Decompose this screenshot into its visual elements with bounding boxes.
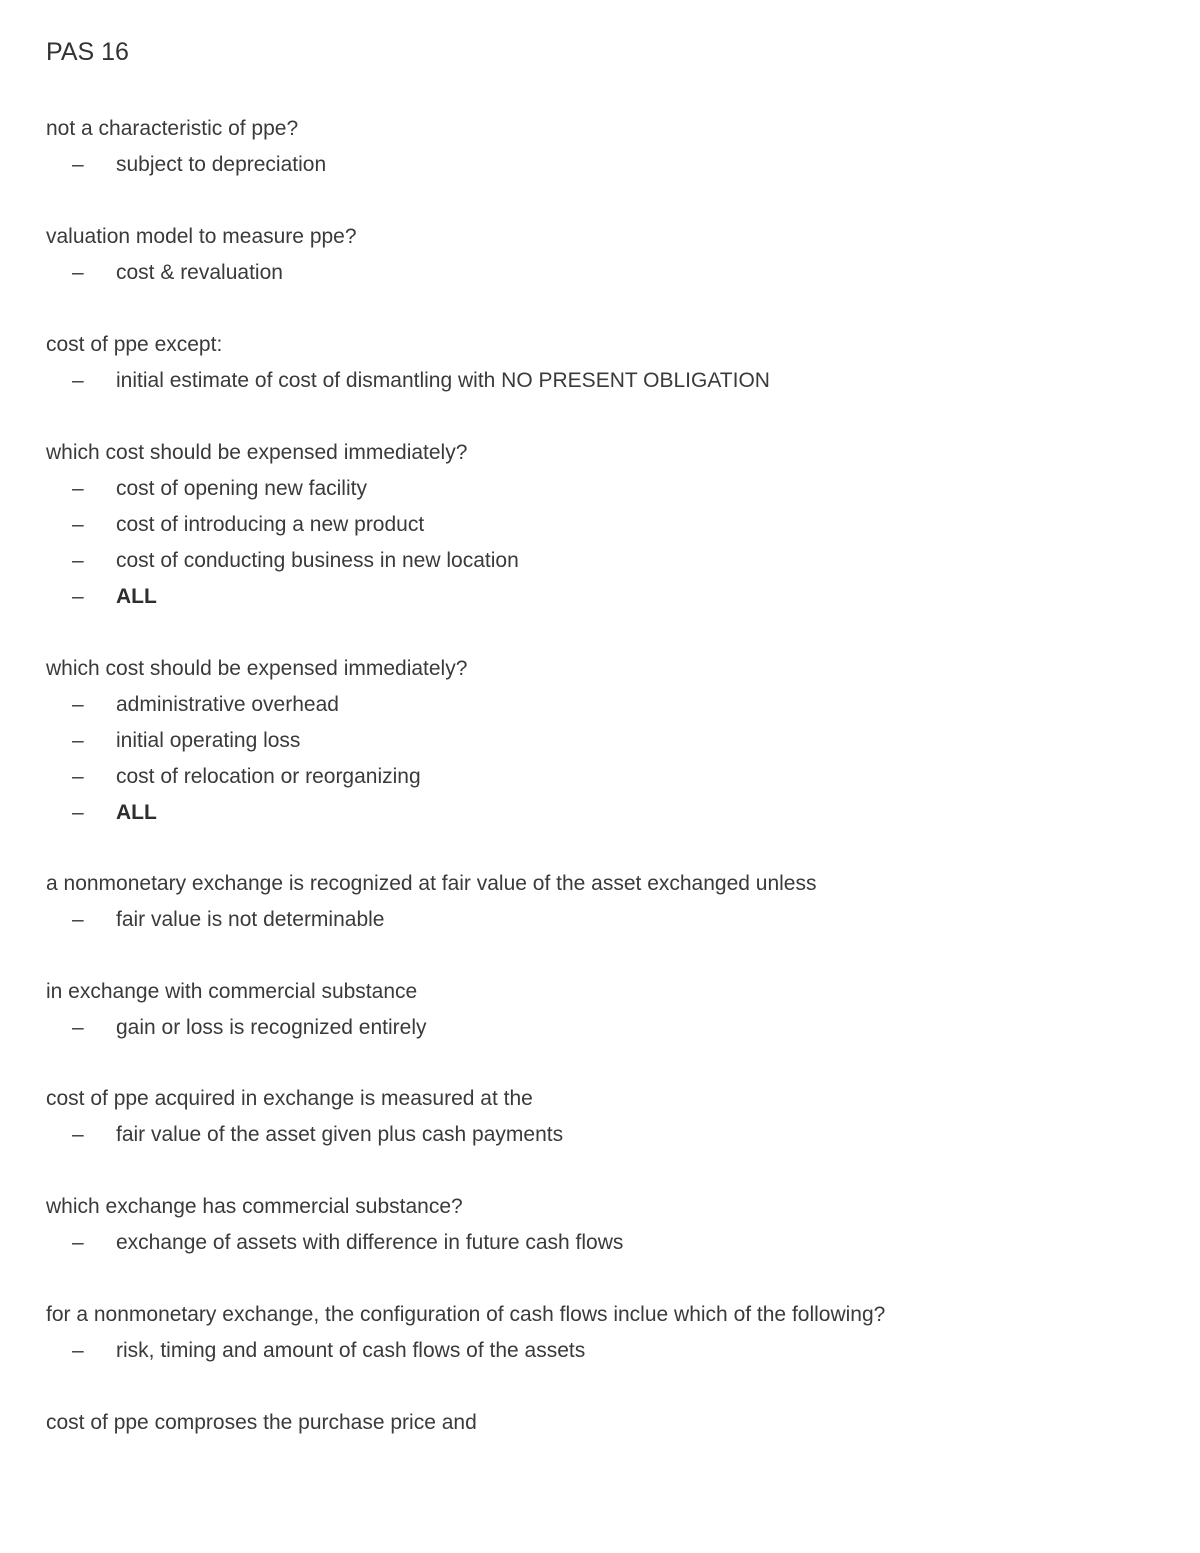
answer-item [46, 255, 1166, 291]
dash-bullet-icon: – [72, 585, 84, 608]
dash-bullet-icon: – [72, 153, 84, 176]
dash-bullet-icon: – [72, 477, 84, 500]
dash-bullet-icon: – [72, 513, 84, 536]
answer-list [46, 255, 1166, 291]
answer-item [46, 759, 1166, 795]
answer-item [46, 363, 1166, 399]
answer-item [46, 543, 1166, 579]
answer-item-emphasized [46, 579, 1166, 615]
question-text: which exchange has commercial substance? [46, 1195, 463, 1218]
question-text: cost of ppe comproses the purchase price and [46, 1411, 477, 1434]
answer-item [46, 902, 1166, 938]
answer-text: risk, timing and amount of cash flows of the assets [116, 1339, 586, 1362]
answer-text: initial estimate of cost of dismantling with NO PRESENT OBLIGATION [116, 369, 770, 392]
answer-text: ALL [116, 801, 157, 824]
dash-bullet-icon: – [72, 1016, 84, 1039]
answer-list [46, 1117, 1166, 1153]
dash-bullet-icon: – [72, 1123, 84, 1146]
answer-list [46, 1010, 1166, 1046]
answer-item [46, 687, 1166, 723]
qa-block-10 [46, 1297, 1166, 1369]
answer-list [46, 1225, 1166, 1261]
answer-text: cost of introducing a new product [116, 513, 425, 536]
answer-list [46, 1333, 1166, 1369]
question-text: a nonmonetary exchange is recognized at fair value of the asset exchanged unless [46, 872, 817, 895]
answer-text: subject to depreciation [116, 153, 327, 176]
qa-block-7 [46, 974, 1166, 1046]
qa-block-3 [46, 327, 1166, 399]
answer-text: administrative overhead [116, 693, 339, 716]
answer-item [46, 1117, 1166, 1153]
answer-item [46, 723, 1166, 759]
question-text: in exchange with commercial substance [46, 980, 418, 1003]
qa-block-6 [46, 866, 1166, 938]
dash-bullet-icon: – [72, 765, 84, 788]
qa-block-8 [46, 1081, 1166, 1153]
document-title: PAS 16 [46, 38, 129, 66]
dash-bullet-icon: – [72, 801, 84, 824]
dash-bullet-icon: – [72, 369, 84, 392]
qa-block-2 [46, 219, 1166, 291]
answer-text: cost of opening new facility [116, 477, 367, 500]
qa-block-1 [46, 111, 1166, 183]
answer-list [46, 687, 1166, 831]
answer-item [46, 507, 1166, 543]
answer-text: cost of conducting business in new location [116, 549, 519, 572]
question-text: cost of ppe acquired in exchange is measured at the [46, 1087, 533, 1110]
dash-bullet-icon: – [72, 729, 84, 752]
answer-text: fair value of the asset given plus cash payments [116, 1123, 564, 1146]
dash-bullet-icon: – [72, 908, 84, 931]
answer-text: initial operating loss [116, 729, 301, 752]
dash-bullet-icon: – [72, 693, 84, 716]
dash-bullet-icon: – [72, 1339, 84, 1362]
answer-text: gain or loss is recognized entirely [116, 1016, 427, 1039]
answer-item [46, 1010, 1166, 1046]
question-text: for a nonmonetary exchange, the configuration of cash flows inclue which of the following? [46, 1303, 886, 1326]
answer-text: fair value is not determinable [116, 908, 385, 931]
qa-block-5 [46, 651, 1166, 831]
answer-item-emphasized [46, 795, 1166, 831]
question-text: which cost should be expensed immediately? [46, 441, 468, 464]
qa-block-9 [46, 1189, 1166, 1261]
qa-block-4 [46, 435, 1166, 615]
question-text: not a characteristic of ppe? [46, 117, 299, 140]
answer-item [46, 471, 1166, 507]
answer-list [46, 363, 1166, 399]
answer-text: cost & revaluation [116, 261, 283, 284]
answer-list [46, 471, 1166, 615]
dash-bullet-icon: – [72, 1231, 84, 1254]
answer-list [46, 147, 1166, 183]
dash-bullet-icon: – [72, 261, 84, 284]
answer-item [46, 147, 1166, 183]
qa-block-11 [46, 1405, 1166, 1441]
answer-item [46, 1333, 1166, 1369]
answer-text: exchange of assets with difference in future cash flows [116, 1231, 624, 1254]
dash-bullet-icon: – [72, 549, 84, 572]
question-text: cost of ppe except: [46, 333, 223, 356]
answer-list [46, 902, 1166, 938]
answer-item [46, 1225, 1166, 1261]
answer-text: cost of relocation or reorganizing [116, 765, 421, 788]
answer-text: ALL [116, 585, 157, 608]
question-text: valuation model to measure ppe? [46, 225, 357, 248]
question-text: which cost should be expensed immediately? [46, 657, 468, 680]
